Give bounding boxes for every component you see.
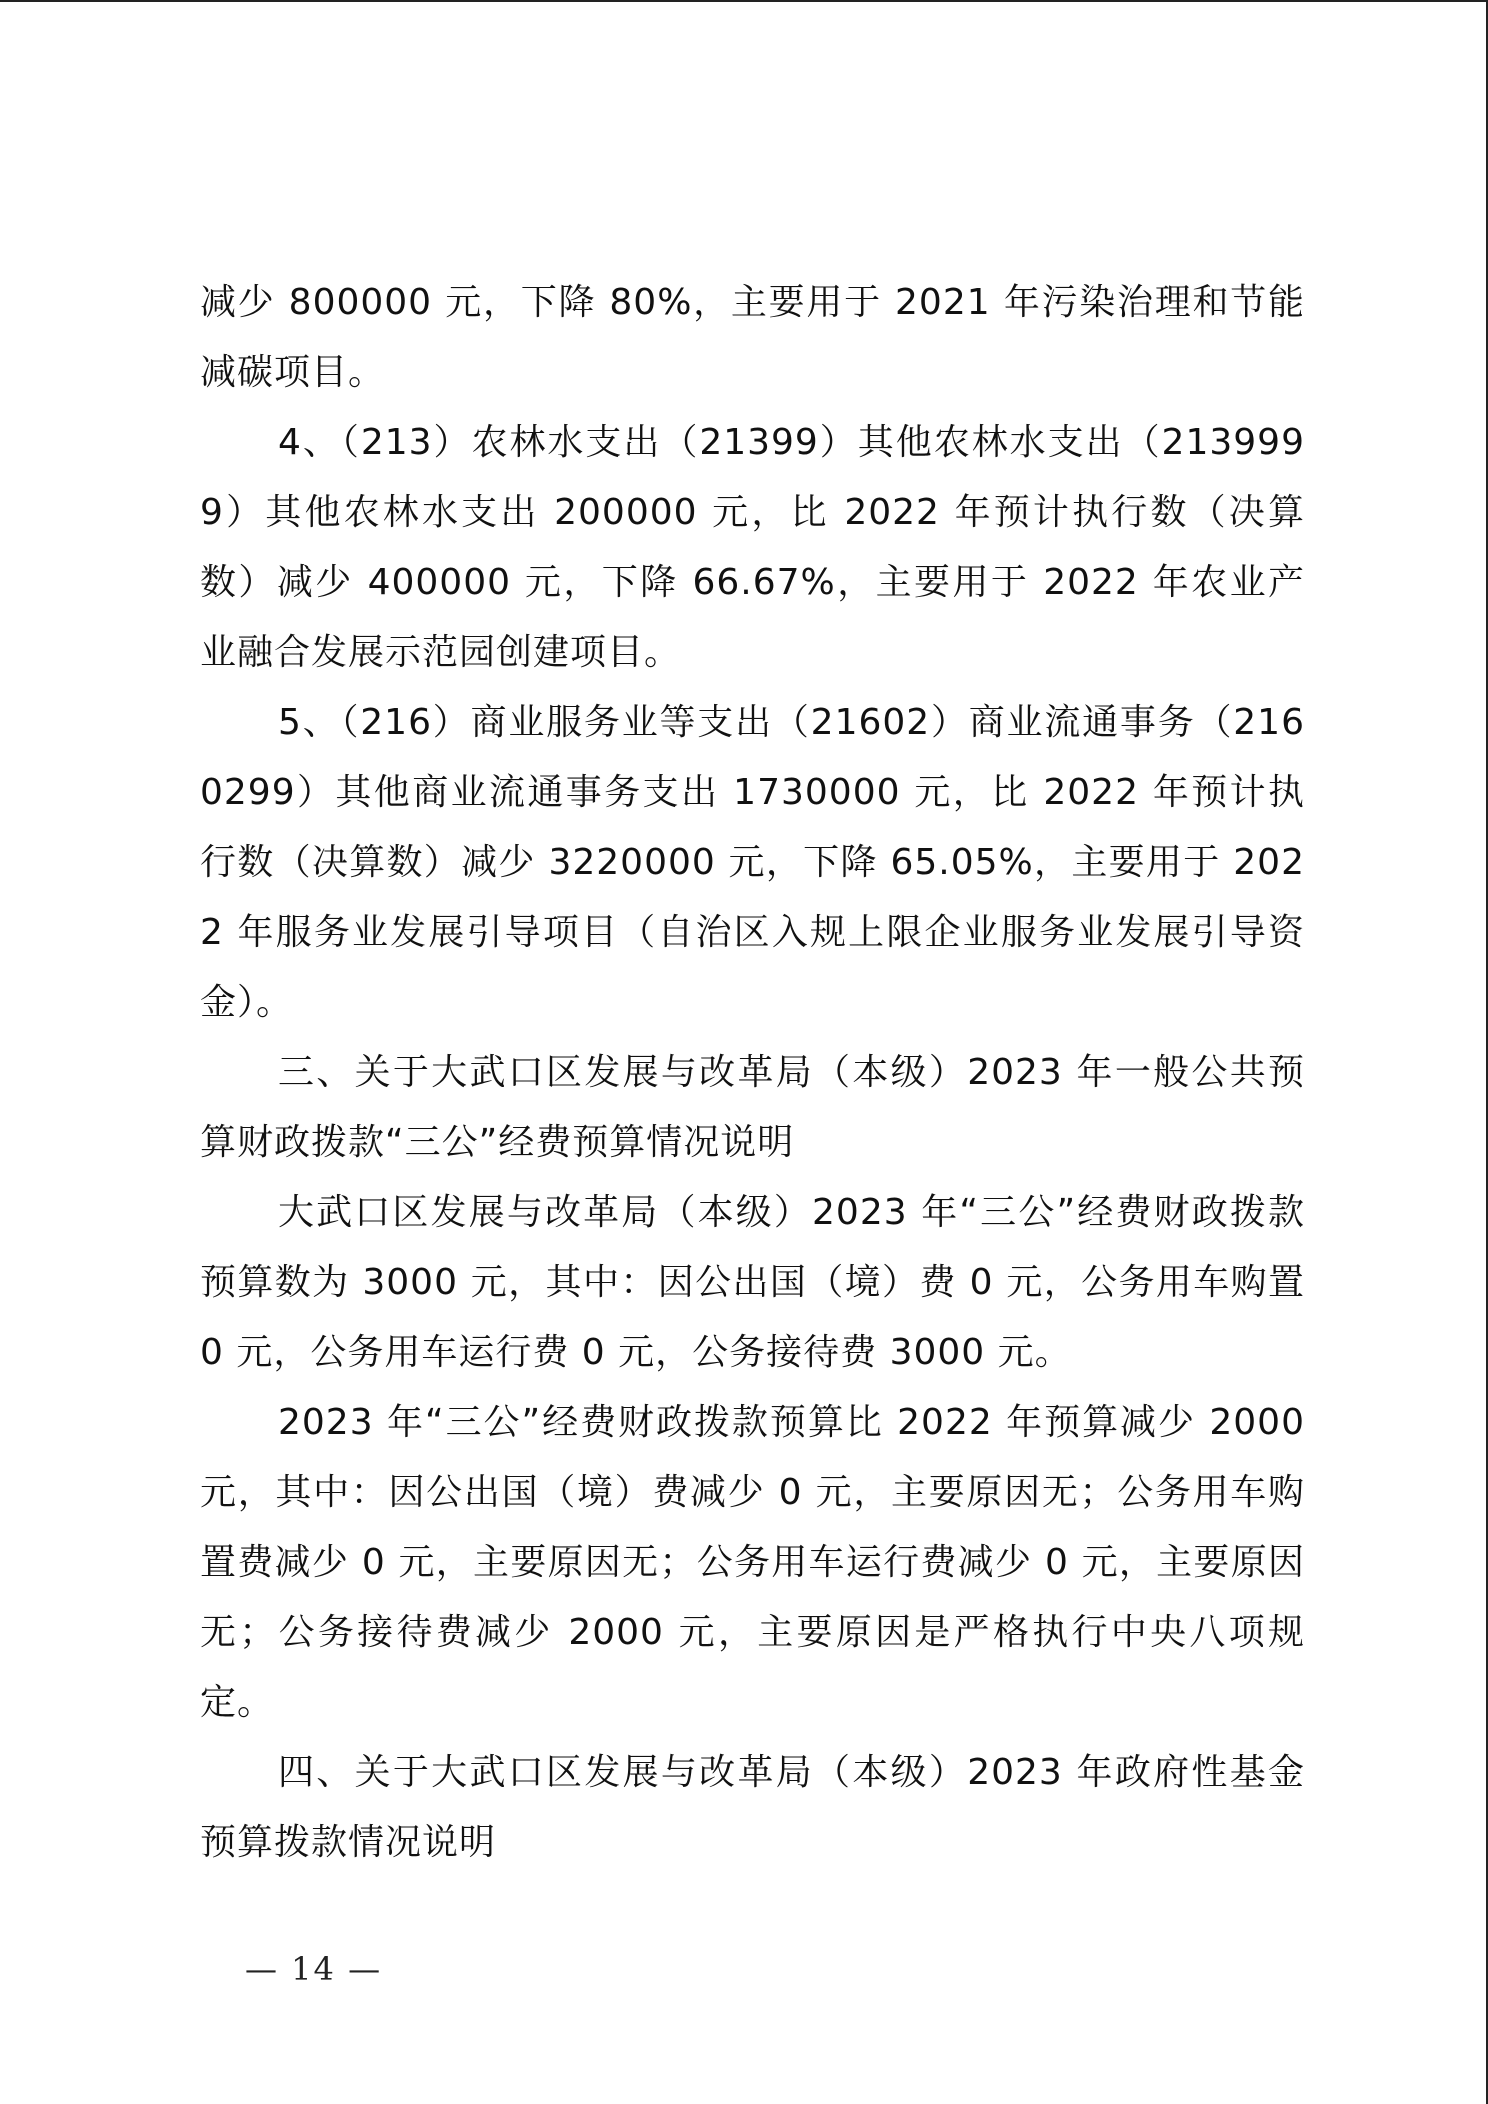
paragraph-4: 大武口区发展与改革局（本级）2023 年“三公”经费财政拨款预算数为 3000 元，其中：因公出国（境）费 0 元，公务用车购置 0 元，公务用车运行费 0 元，公务接待费 3000 元。 xyxy=(200,1192,1305,1373)
paragraph-3: 5、（216）商业服务业等支出（21602）商业流通事务（2160299）其他商业流通事务支出 1730000 元，比 2022 年预计执行数（决算数）减少 3220000 元，下降 65.05%，主要用于 2022 年服务业发展引导项目（自治区入规上限企业服务业发展引导资金）。 xyxy=(200,702,1305,1023)
paragraph-5: 2023 年“三公”经费财政拨款预算比 2022 年预算减少 2000 元，其中：因公出国（境）费减少 0 元，主要原因无；公务用车购置费减少 0 元，主要原因无；公务用车运行费减少 0 元，主要原因无；公务接待费减少 2000 元，主要原因是严格执行中央八项规定。 xyxy=(200,1402,1305,1723)
paragraph-2: 4、（213）农林水支出（21399）其他农林水支出（2139999）其他农林水支出 200000 元，比 2022 年预计执行数（决算数）减少 400000 元，下降 66.67%，主要用于 2022 年农业产业融合发展示范园创建项目。 xyxy=(200,422,1305,673)
paragraph-1: 减少 800000 元，下降 80%，主要用于 2021 年污染治理和节能减碳项目。 xyxy=(200,282,1305,393)
document-body xyxy=(200,268,1305,1878)
section-heading-3: 三、关于大武口区发展与改革局（本级）2023 年一般公共预算财政拨款“三公”经费预算情况说明 xyxy=(200,1052,1305,1163)
section-heading-4: 四、关于大武口区发展与改革局（本级）2023 年政府性基金预算拨款情况说明 xyxy=(200,1752,1305,1863)
page-number: — 14 — xyxy=(245,1950,383,1988)
